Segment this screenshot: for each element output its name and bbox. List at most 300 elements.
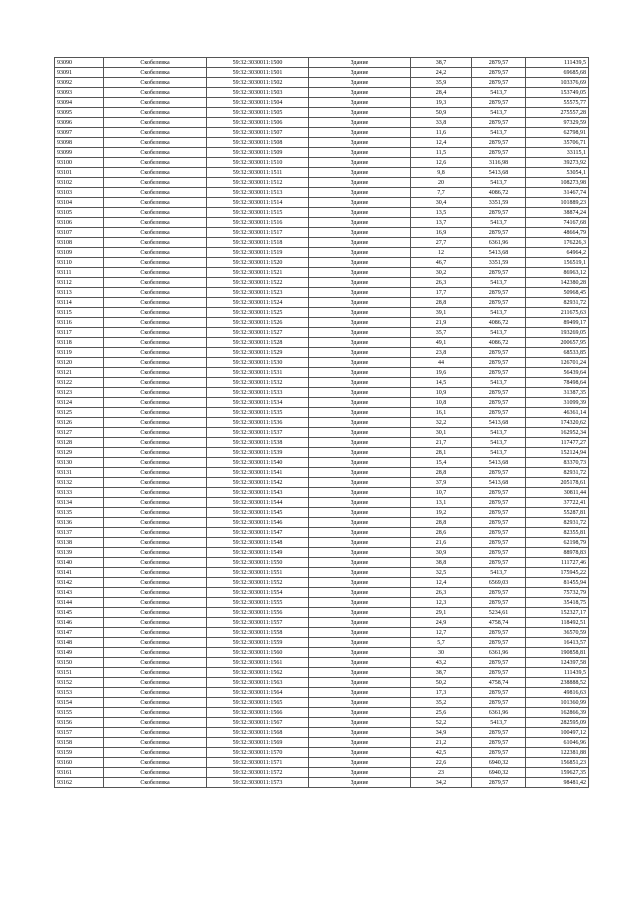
- object-type-cell: Здание: [309, 318, 411, 328]
- cadastral-number-cell: 59:32:3030011:1566: [207, 708, 309, 718]
- locality-cell: Скобелевка: [104, 628, 207, 638]
- row-number: 93144: [55, 598, 104, 608]
- locality-cell: Скобелевка: [104, 158, 207, 168]
- object-type-cell: Здание: [309, 68, 411, 78]
- area-cell: 28,6: [411, 528, 472, 538]
- object-type-cell: Здание: [309, 438, 411, 448]
- area-cell: 21,6: [411, 538, 472, 548]
- cadastral-number-cell: 59:32:3030011:1517: [207, 228, 309, 238]
- object-type-cell: Здание: [309, 378, 411, 388]
- table-row: [55, 228, 589, 238]
- locality-cell: Скобелевка: [104, 318, 207, 328]
- cadastral-number-cell: 59:32:3030011:1551: [207, 568, 309, 578]
- table-row: [55, 518, 589, 528]
- cadastral-number-cell: 59:32:3030011:1547: [207, 528, 309, 538]
- locality-cell: Скобелевка: [104, 288, 207, 298]
- area-cell: 16,1: [411, 408, 472, 418]
- area-cell: 21,2: [411, 738, 472, 748]
- cadastral-number-cell: 59:32:3030011:1556: [207, 608, 309, 618]
- area-cell: 42,5: [411, 748, 472, 758]
- area-cell: 25,6: [411, 708, 472, 718]
- object-type-cell: Здание: [309, 208, 411, 218]
- cadastral-number-cell: 59:32:3030011:1570: [207, 748, 309, 758]
- table-row: [55, 308, 589, 318]
- cadastral-value-cell: 117477,27: [526, 438, 589, 448]
- cadastral-number-cell: 59:32:3030011:1537: [207, 428, 309, 438]
- table-row: [55, 178, 589, 188]
- cadastral-number-cell: 59:32:3030011:1530: [207, 358, 309, 368]
- specific-value-cell: 2879,57: [472, 408, 526, 418]
- area-cell: 17,3: [411, 688, 472, 698]
- cadastral-value-cell: 86963,12: [526, 268, 589, 278]
- row-number: 93162: [55, 778, 104, 788]
- specific-value-cell: 5413,7: [472, 428, 526, 438]
- table-row: [55, 508, 589, 518]
- area-cell: 30,9: [411, 548, 472, 558]
- cadastral-value-cell: 118492,51: [526, 618, 589, 628]
- object-type-cell: Здание: [309, 488, 411, 498]
- specific-value-cell: 5413,7: [472, 328, 526, 338]
- table-row: [55, 438, 589, 448]
- locality-cell: Скобелевка: [104, 538, 207, 548]
- specific-value-cell: 2879,57: [472, 748, 526, 758]
- cadastral-value-cell: 89499,17: [526, 318, 589, 328]
- cadastral-value-cell: 81455,94: [526, 578, 589, 588]
- specific-value-cell: 2879,57: [472, 778, 526, 788]
- specific-value-cell: 5413,7: [472, 218, 526, 228]
- table-row: [55, 718, 589, 728]
- area-cell: 35,7: [411, 328, 472, 338]
- table-row: [55, 708, 589, 718]
- specific-value-cell: 2879,57: [472, 58, 526, 68]
- specific-value-cell: 5413,7: [472, 178, 526, 188]
- cadastral-value-cell: 156519,1: [526, 258, 589, 268]
- object-type-cell: Здание: [309, 118, 411, 128]
- area-cell: 19,6: [411, 368, 472, 378]
- object-type-cell: Здание: [309, 768, 411, 778]
- row-number: 93118: [55, 338, 104, 348]
- cadastral-value-cell: 175945,22: [526, 568, 589, 578]
- area-cell: 49,1: [411, 338, 472, 348]
- locality-cell: Скобелевка: [104, 428, 207, 438]
- object-type-cell: Здание: [309, 148, 411, 158]
- cadastral-value-cell: 64964,2: [526, 248, 589, 258]
- table-row: [55, 568, 589, 578]
- area-cell: 9,8: [411, 168, 472, 178]
- locality-cell: Скобелевка: [104, 218, 207, 228]
- cadastral-number-cell: 59:32:3030011:1555: [207, 598, 309, 608]
- cadastral-value-cell: 156851,23: [526, 758, 589, 768]
- table-row: [55, 558, 589, 568]
- specific-value-cell: 2879,57: [472, 558, 526, 568]
- row-number: 93096: [55, 118, 104, 128]
- cadastral-number-cell: 59:32:3030011:1561: [207, 658, 309, 668]
- cadastral-number-cell: 59:32:3030011:1500: [207, 58, 309, 68]
- locality-cell: Скобелевка: [104, 188, 207, 198]
- row-number: 93146: [55, 618, 104, 628]
- cadastral-value-cell: 211675,63: [526, 308, 589, 318]
- specific-value-cell: 6361,96: [472, 238, 526, 248]
- table-row: [55, 338, 589, 348]
- row-number: 93110: [55, 258, 104, 268]
- specific-value-cell: 2879,57: [472, 628, 526, 638]
- locality-cell: Скобелевка: [104, 698, 207, 708]
- registry-table: [54, 57, 589, 788]
- cadastral-value-cell: 152327,17: [526, 608, 589, 618]
- row-number: 93161: [55, 768, 104, 778]
- row-number: 93154: [55, 698, 104, 708]
- row-number: 93095: [55, 108, 104, 118]
- object-type-cell: Здание: [309, 388, 411, 398]
- object-type-cell: Здание: [309, 298, 411, 308]
- specific-value-cell: 2879,57: [472, 348, 526, 358]
- object-type-cell: Здание: [309, 478, 411, 488]
- area-cell: 30,4: [411, 198, 472, 208]
- cadastral-value-cell: 49816,63: [526, 688, 589, 698]
- locality-cell: Скобелевка: [104, 108, 207, 118]
- cadastral-value-cell: 82931,72: [526, 468, 589, 478]
- row-number: 93090: [55, 58, 104, 68]
- area-cell: 21,7: [411, 438, 472, 448]
- row-number: 93119: [55, 348, 104, 358]
- specific-value-cell: 2879,57: [472, 698, 526, 708]
- area-cell: 11,5: [411, 148, 472, 158]
- locality-cell: Скобелевка: [104, 608, 207, 618]
- table-row: [55, 68, 589, 78]
- specific-value-cell: 2879,57: [472, 498, 526, 508]
- specific-value-cell: 2879,57: [472, 738, 526, 748]
- specific-value-cell: 6940,32: [472, 758, 526, 768]
- area-cell: 24,2: [411, 68, 472, 78]
- area-cell: 12,3: [411, 598, 472, 608]
- object-type-cell: Здание: [309, 238, 411, 248]
- row-number: 93159: [55, 748, 104, 758]
- locality-cell: Скобелевка: [104, 248, 207, 258]
- cadastral-number-cell: 59:32:3030011:1562: [207, 668, 309, 678]
- table-row: [55, 418, 589, 428]
- locality-cell: Скобелевка: [104, 368, 207, 378]
- table-row: [55, 668, 589, 678]
- cadastral-number-cell: 59:32:3030011:1544: [207, 498, 309, 508]
- object-type-cell: Здание: [309, 248, 411, 258]
- specific-value-cell: 5234,61: [472, 608, 526, 618]
- cadastral-number-cell: 59:32:3030011:1559: [207, 638, 309, 648]
- row-number: 93143: [55, 588, 104, 598]
- area-cell: 12: [411, 248, 472, 258]
- locality-cell: Скобелевка: [104, 178, 207, 188]
- cadastral-number-cell: 59:32:3030011:1519: [207, 248, 309, 258]
- locality-cell: Скобелевка: [104, 518, 207, 528]
- locality-cell: Скобелевка: [104, 468, 207, 478]
- object-type-cell: Здание: [309, 648, 411, 658]
- row-number: 93108: [55, 238, 104, 248]
- locality-cell: Скобелевка: [104, 128, 207, 138]
- cadastral-number-cell: 59:32:3030011:1540: [207, 458, 309, 468]
- object-type-cell: Здание: [309, 528, 411, 538]
- object-type-cell: Здание: [309, 328, 411, 338]
- cadastral-number-cell: 59:32:3030011:1560: [207, 648, 309, 658]
- object-type-cell: Здание: [309, 628, 411, 638]
- cadastral-number-cell: 59:32:3030011:1506: [207, 118, 309, 128]
- cadastral-number-cell: 59:32:3030011:1526: [207, 318, 309, 328]
- area-cell: 19,2: [411, 508, 472, 518]
- locality-cell: Скобелевка: [104, 448, 207, 458]
- area-cell: 28,4: [411, 88, 472, 98]
- object-type-cell: Здание: [309, 738, 411, 748]
- area-cell: 35,2: [411, 698, 472, 708]
- row-number: 93136: [55, 518, 104, 528]
- cadastral-number-cell: 59:32:3030011:1535: [207, 408, 309, 418]
- locality-cell: Скобелевка: [104, 588, 207, 598]
- area-cell: 23: [411, 768, 472, 778]
- object-type-cell: Здание: [309, 558, 411, 568]
- table-row: [55, 138, 589, 148]
- row-number: 93130: [55, 458, 104, 468]
- table-row: [55, 648, 589, 658]
- specific-value-cell: 4758,74: [472, 618, 526, 628]
- object-type-cell: Здание: [309, 228, 411, 238]
- table-row: [55, 458, 589, 468]
- specific-value-cell: 5413,7: [472, 568, 526, 578]
- object-type-cell: Здание: [309, 368, 411, 378]
- cadastral-number-cell: 59:32:3030011:1531: [207, 368, 309, 378]
- cadastral-value-cell: 142380,28: [526, 278, 589, 288]
- area-cell: 17,7: [411, 288, 472, 298]
- cadastral-number-cell: 59:32:3030011:1503: [207, 88, 309, 98]
- area-cell: 13,5: [411, 208, 472, 218]
- cadastral-number-cell: 59:32:3030011:1533: [207, 388, 309, 398]
- row-number: 93142: [55, 578, 104, 588]
- cadastral-value-cell: 111727,46: [526, 558, 589, 568]
- object-type-cell: Здание: [309, 698, 411, 708]
- object-type-cell: Здание: [309, 538, 411, 548]
- area-cell: 7,7: [411, 188, 472, 198]
- specific-value-cell: 2879,57: [472, 298, 526, 308]
- area-cell: 19,3: [411, 98, 472, 108]
- specific-value-cell: 2879,57: [472, 98, 526, 108]
- specific-value-cell: 2879,57: [472, 288, 526, 298]
- cadastral-number-cell: 59:32:3030011:1512: [207, 178, 309, 188]
- locality-cell: Скобелевка: [104, 508, 207, 518]
- cadastral-value-cell: 176226,3: [526, 238, 589, 248]
- table-row: [55, 608, 589, 618]
- object-type-cell: Здание: [309, 518, 411, 528]
- cadastral-number-cell: 59:32:3030011:1504: [207, 98, 309, 108]
- specific-value-cell: 2879,57: [472, 668, 526, 678]
- area-cell: 37,9: [411, 478, 472, 488]
- row-number: 93101: [55, 168, 104, 178]
- specific-value-cell: 2879,57: [472, 78, 526, 88]
- row-number: 93097: [55, 128, 104, 138]
- locality-cell: Скобелевка: [104, 378, 207, 388]
- specific-value-cell: 2879,57: [472, 658, 526, 668]
- row-number: 93138: [55, 538, 104, 548]
- cadastral-value-cell: 37722,41: [526, 498, 589, 508]
- area-cell: 10,8: [411, 398, 472, 408]
- cadastral-value-cell: 30811,44: [526, 488, 589, 498]
- specific-value-cell: 2879,57: [472, 368, 526, 378]
- row-number: 93158: [55, 738, 104, 748]
- row-number: 93124: [55, 398, 104, 408]
- locality-cell: Скобелевка: [104, 558, 207, 568]
- table-row: [55, 778, 589, 788]
- row-number: 93152: [55, 678, 104, 688]
- area-cell: 23,8: [411, 348, 472, 358]
- specific-value-cell: 5413,7: [472, 278, 526, 288]
- locality-cell: Скобелевка: [104, 238, 207, 248]
- table-body: [55, 58, 589, 788]
- specific-value-cell: 6569,03: [472, 578, 526, 588]
- object-type-cell: Здание: [309, 588, 411, 598]
- object-type-cell: Здание: [309, 688, 411, 698]
- table-row: [55, 368, 589, 378]
- area-cell: 29,1: [411, 608, 472, 618]
- cadastral-value-cell: 100497,12: [526, 728, 589, 738]
- table-row: [55, 658, 589, 668]
- area-cell: 28,8: [411, 298, 472, 308]
- locality-cell: Скобелевка: [104, 358, 207, 368]
- object-type-cell: Здание: [309, 668, 411, 678]
- cadastral-number-cell: 59:32:3030011:1514: [207, 198, 309, 208]
- locality-cell: Скобелевка: [104, 528, 207, 538]
- cadastral-value-cell: 55575,77: [526, 98, 589, 108]
- specific-value-cell: 5413,68: [472, 248, 526, 258]
- specific-value-cell: 5413,68: [472, 168, 526, 178]
- area-cell: 16,9: [411, 228, 472, 238]
- cadastral-number-cell: 59:32:3030011:1538: [207, 438, 309, 448]
- locality-cell: Скобелевка: [104, 688, 207, 698]
- cadastral-value-cell: 98481,42: [526, 778, 589, 788]
- area-cell: 26,3: [411, 588, 472, 598]
- cadastral-number-cell: 59:32:3030011:1522: [207, 278, 309, 288]
- object-type-cell: Здание: [309, 458, 411, 468]
- cadastral-value-cell: 55287,81: [526, 508, 589, 518]
- specific-value-cell: 2879,57: [472, 228, 526, 238]
- area-cell: 10,9: [411, 388, 472, 398]
- locality-cell: Скобелевка: [104, 168, 207, 178]
- row-number: 93104: [55, 198, 104, 208]
- cadastral-value-cell: 53054,1: [526, 168, 589, 178]
- cadastral-number-cell: 59:32:3030011:1501: [207, 68, 309, 78]
- locality-cell: Скобелевка: [104, 338, 207, 348]
- locality-cell: Скобелевка: [104, 138, 207, 148]
- area-cell: 28,1: [411, 448, 472, 458]
- locality-cell: Скобелевка: [104, 718, 207, 728]
- object-type-cell: Здание: [309, 658, 411, 668]
- locality-cell: Скобелевка: [104, 598, 207, 608]
- object-type-cell: Здание: [309, 728, 411, 738]
- row-number: 93123: [55, 388, 104, 398]
- object-type-cell: Здание: [309, 198, 411, 208]
- table-row: [55, 298, 589, 308]
- row-number: 93107: [55, 228, 104, 238]
- table-row: [55, 588, 589, 598]
- specific-value-cell: 5413,68: [472, 418, 526, 428]
- row-number: 93092: [55, 78, 104, 88]
- specific-value-cell: 2879,57: [472, 598, 526, 608]
- object-type-cell: Здание: [309, 638, 411, 648]
- row-number: 93132: [55, 478, 104, 488]
- object-type-cell: Здание: [309, 218, 411, 228]
- cadastral-value-cell: 36570,59: [526, 628, 589, 638]
- locality-cell: Скобелевка: [104, 738, 207, 748]
- object-type-cell: Здание: [309, 618, 411, 628]
- cadastral-value-cell: 162952,34: [526, 428, 589, 438]
- row-number: 93120: [55, 358, 104, 368]
- specific-value-cell: 5413,7: [472, 378, 526, 388]
- cadastral-value-cell: 193269,05: [526, 328, 589, 338]
- object-type-cell: Здание: [309, 428, 411, 438]
- cadastral-value-cell: 111439,5: [526, 58, 589, 68]
- specific-value-cell: 5413,68: [472, 478, 526, 488]
- cadastral-number-cell: 59:32:3030011:1511: [207, 168, 309, 178]
- locality-cell: Скобелевка: [104, 488, 207, 498]
- table-row: [55, 598, 589, 608]
- row-number: 93106: [55, 218, 104, 228]
- locality-cell: Скобелевка: [104, 638, 207, 648]
- table-row: [55, 618, 589, 628]
- cadastral-number-cell: 59:32:3030011:1536: [207, 418, 309, 428]
- specific-value-cell: 2879,57: [472, 728, 526, 738]
- specific-value-cell: 2879,57: [472, 148, 526, 158]
- row-number: 93114: [55, 298, 104, 308]
- specific-value-cell: 2879,57: [472, 358, 526, 368]
- specific-value-cell: 4086,72: [472, 318, 526, 328]
- table-row: [55, 128, 589, 138]
- area-cell: 12,7: [411, 628, 472, 638]
- row-number: 93102: [55, 178, 104, 188]
- locality-cell: Скобелевка: [104, 748, 207, 758]
- area-cell: 13,7: [411, 218, 472, 228]
- object-type-cell: Здание: [309, 408, 411, 418]
- object-type-cell: Здание: [309, 168, 411, 178]
- locality-cell: Скобелевка: [104, 208, 207, 218]
- object-type-cell: Здание: [309, 548, 411, 558]
- locality-cell: Скобелевка: [104, 58, 207, 68]
- cadastral-value-cell: 108273,98: [526, 178, 589, 188]
- cadastral-number-cell: 59:32:3030011:1515: [207, 208, 309, 218]
- area-cell: 27,7: [411, 238, 472, 248]
- table-row: [55, 118, 589, 128]
- area-cell: 28,8: [411, 468, 472, 478]
- specific-value-cell: 5413,68: [472, 458, 526, 468]
- cadastral-number-cell: 59:32:3030011:1546: [207, 518, 309, 528]
- table-row: [55, 248, 589, 258]
- cadastral-number-cell: 59:32:3030011:1543: [207, 488, 309, 498]
- cadastral-value-cell: 88978,83: [526, 548, 589, 558]
- row-number: 93140: [55, 558, 104, 568]
- area-cell: 52,2: [411, 718, 472, 728]
- cadastral-value-cell: 122381,88: [526, 748, 589, 758]
- cadastral-number-cell: 59:32:3030011:1520: [207, 258, 309, 268]
- area-cell: 38,8: [411, 558, 472, 568]
- table-row: [55, 278, 589, 288]
- area-cell: 20: [411, 178, 472, 188]
- cadastral-value-cell: 126701,24: [526, 358, 589, 368]
- locality-cell: Скобелевка: [104, 228, 207, 238]
- cadastral-value-cell: 275557,28: [526, 108, 589, 118]
- table-row: [55, 358, 589, 368]
- row-number: 93112: [55, 278, 104, 288]
- locality-cell: Скобелевка: [104, 498, 207, 508]
- row-number: 93157: [55, 728, 104, 738]
- row-number: 93127: [55, 428, 104, 438]
- locality-cell: Скобелевка: [104, 98, 207, 108]
- locality-cell: Скобелевка: [104, 708, 207, 718]
- object-type-cell: Здание: [309, 278, 411, 288]
- cadastral-value-cell: 31387,35: [526, 388, 589, 398]
- locality-cell: Скобелевка: [104, 68, 207, 78]
